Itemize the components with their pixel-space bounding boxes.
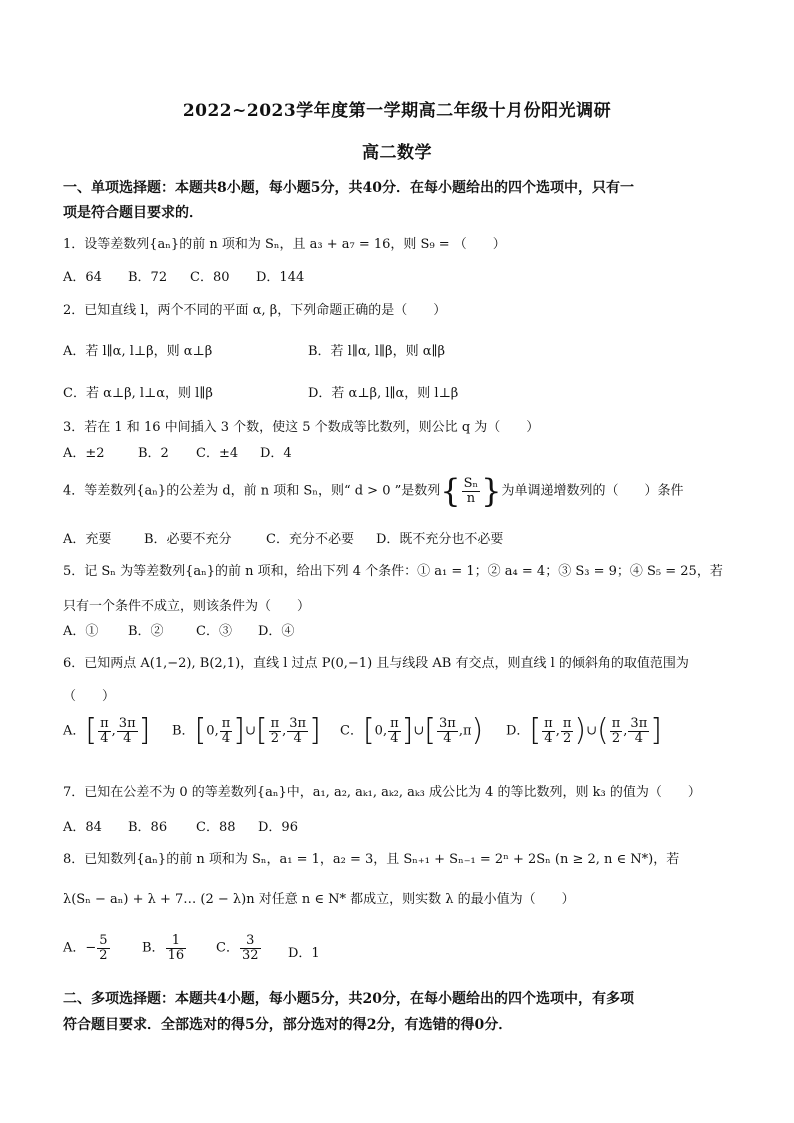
- q4-option-b[interactable]: B．必要不充分: [144, 532, 232, 547]
- question-5-stem-line2: 只有一个条件不成立，则该条件为（ ）: [63, 599, 311, 614]
- section2-heading-line2: 符合题目要求．全部选对的得5分，部分选对的得2分，有选错的得0分．: [63, 1017, 513, 1033]
- q5-option-b[interactable]: B．②: [128, 624, 164, 639]
- q4-frac-den: n: [466, 490, 476, 506]
- q3-option-a[interactable]: A．±2: [63, 446, 105, 461]
- question-7-stem: 7．已知在公差不为 0 的等差数列{aₙ}中，a₁, a₂, aₖ₁, aₖ₂, aₖ₃ 成公比为 4 的等比数列，则 k₃ 的值为（ ）: [63, 785, 701, 800]
- exam-subject: 高二数学: [362, 143, 432, 163]
- q4-text-b: 为单调递增数列的（ ）条件: [501, 483, 684, 499]
- q1-option-c[interactable]: C．80: [190, 270, 230, 285]
- q4-brace-close: }: [481, 472, 502, 510]
- question-5-stem-line1: 5．记 Sₙ 为等差数列{aₙ}的前 n 项和，给出下列 4 个条件：① a₁ = 1；② a₄ = 4；③ S₃ = 9；④ S₅ = 25，若: [63, 564, 723, 579]
- q6a-bracket-open: [: [85, 713, 98, 748]
- q5-option-d[interactable]: D．④: [258, 624, 295, 639]
- q6-option-d-label: D．: [506, 723, 530, 739]
- q5-option-c[interactable]: C．③: [196, 624, 232, 639]
- question-8-stem-line2: λ(Sₙ − aₙ) + λ + 7… (2 − λ)n 对任意 n ∈ N* 都成立，则实数 λ 的最小值为（ ）: [63, 892, 575, 907]
- q4-option-d[interactable]: D．既不充分也不必要: [376, 532, 504, 547]
- q6a-frac-1: $\frac{\pi}{4}$: [100, 715, 109, 746]
- q7-option-c[interactable]: C．88: [196, 820, 236, 835]
- question-1-stem: 1．设等差数列{aₙ}的前 n 项和为 Sₙ，且 a₃ + a₇ = 16，则 S₉ = （ ）: [63, 237, 506, 252]
- q2-option-d[interactable]: D．若 α⊥β, l∥α，则 l⊥β: [308, 386, 459, 401]
- section2-heading-line1: 二、多项选择题：本题共4小题，每小题5分，共20分，在每小题给出的四个选项中，有多项: [63, 991, 634, 1007]
- q6-option-b[interactable]: B．[0, $\frac{\pi}{4}$ ]∪[ $\frac{\pi}{2}$ , $\frac{3\pi}{4}$ ]: [172, 713, 321, 748]
- q6a-frac-2: $\frac{3\pi}{4}$: [118, 715, 136, 746]
- q7-option-d[interactable]: D．96: [258, 820, 298, 835]
- question-6-stem-line1: 6．已知两点 A(1,−2), B(2,1)，直线 l 过点 P(0,−1) 且与线段 AB 有交点，则直线 l 的倾斜角的取值范围为: [63, 656, 689, 671]
- q4-fraction: [462, 477, 481, 505]
- question-4-stem: [63, 472, 684, 510]
- section1-heading-line1: 一、单项选择题：本题共8小题，每小题5分，共40分．在每小题给出的四个选项中，只有一: [63, 180, 634, 196]
- q1-option-b[interactable]: B．72: [128, 270, 168, 285]
- q5-option-a[interactable]: A．①: [63, 624, 99, 639]
- q8-option-c[interactable]: C． $\frac{3}{32}$: [216, 933, 259, 963]
- q6-option-d[interactable]: D．[ $\frac{\pi}{4}$ , $\frac{\pi}{2}$ )∪( $\frac{\pi}{2}$ , $\frac{3\pi}{4}$ ]: [506, 713, 662, 748]
- q1-option-a[interactable]: A．64: [63, 270, 102, 285]
- q2-option-b[interactable]: B．若 l∥α, l∥β，则 α∥β: [308, 344, 446, 359]
- question-2-stem: 2．已知直线 l，两个不同的平面 α, β，下列命题正确的是（ ）: [63, 303, 447, 318]
- q6-option-a-label: A．: [63, 723, 86, 739]
- q4-option-c[interactable]: C．充分不必要: [266, 532, 354, 547]
- q4-option-a[interactable]: A．充要: [63, 532, 112, 547]
- q3-option-c[interactable]: C．±4: [196, 446, 239, 461]
- question-6-stem-line2: （ ）: [63, 689, 116, 704]
- q6-option-b-label: B．: [172, 723, 195, 739]
- q3-option-d[interactable]: D．4: [260, 446, 292, 461]
- q4-frac-num: Sₙ: [463, 475, 479, 491]
- exam-title: 2022~2023学年度第一学期高二年级十月份阳光调研: [182, 101, 612, 121]
- q4-text-a: 4．等差数列{aₙ}的公差为 d，前 n 项和 Sₙ，则“ d > 0 ”是数列: [63, 483, 441, 499]
- q7-option-a[interactable]: A．84: [63, 820, 102, 835]
- question-8-stem-line1: 8．已知数列{aₙ}的前 n 项和为 Sₙ，a₁ = 1，a₂ = 3，且 Sₙ₊₁ + Sₙ₋₁ = 2ⁿ + 2Sₙ (n ≥ 2, n ∈ N*)，若: [63, 852, 680, 867]
- q8-option-b[interactable]: B． $\frac{1}{16}$: [142, 933, 185, 963]
- q3-option-b[interactable]: B．2: [138, 446, 169, 461]
- q6a-bracket-close: ]: [138, 713, 151, 748]
- q2-option-a[interactable]: A．若 l∥α, l⊥β，则 α⊥β: [63, 344, 213, 359]
- q6-option-c[interactable]: C．[0, $\frac{\pi}{4}$ ]∪[ $\frac{3\pi}{4}$ ,π): [340, 713, 484, 748]
- q1-option-d[interactable]: D．144: [256, 270, 305, 285]
- q2-option-c[interactable]: C．若 α⊥β, l⊥α，则 l∥β: [63, 386, 213, 401]
- q4-brace-open: {: [440, 472, 461, 510]
- q8-option-a[interactable]: A．− $\frac{5}{2}$: [63, 933, 108, 963]
- q6-option-c-label: C．: [340, 723, 363, 739]
- section1-heading-line2: 项是符合题目要求的．: [63, 205, 203, 221]
- q6-option-a[interactable]: A．[ $\frac{\pi}{4}$ , $\frac{3\pi}{4}$ ]: [63, 713, 151, 748]
- q8-option-d[interactable]: D．1: [288, 946, 320, 961]
- question-3-stem: 3．若在 1 和 16 中间插入 3 个数，使这 5 个数成等比数列，则公比 q 为（ ）: [63, 420, 540, 435]
- q7-option-b[interactable]: B．86: [128, 820, 168, 835]
